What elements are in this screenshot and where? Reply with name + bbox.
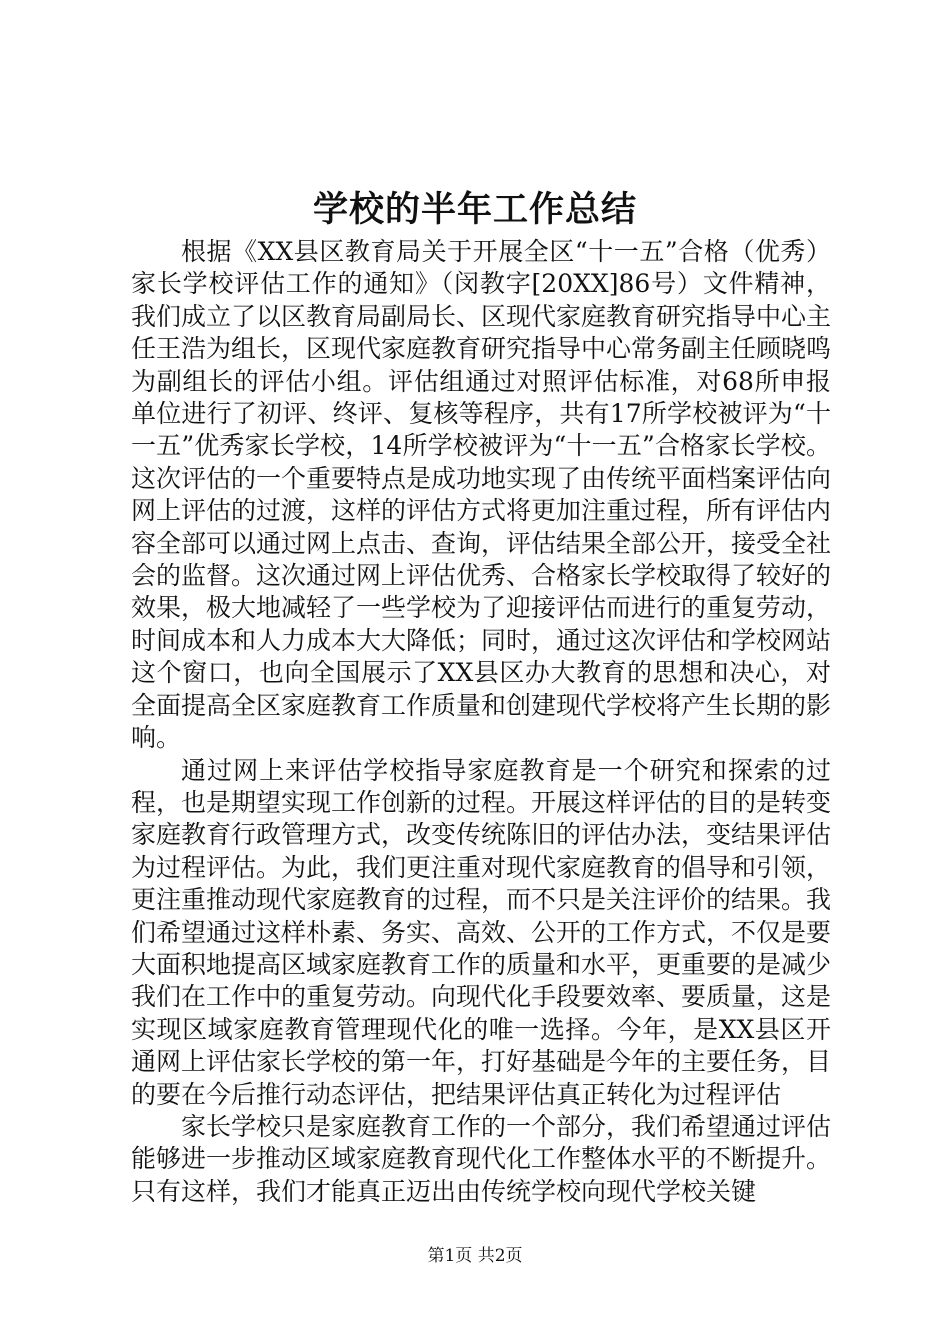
paragraph-2: 通过网上来评估学校指导家庭教育是一个研究和探索的过程，也是期望实现工作创新的过程。开展这样评估的目的是转变家庭教育行政管理方式，改变传统陈旧的评估办法，变结果评估为过程评估。为此，我们更注重对现代家庭教育的倡导和引领，更注重推动现代家庭教育的过程，而不只是关注评价的结果。我们希望通过这样朴素、务实、高效、公开的工作方式，不仅是要大面积地提高区域家庭教育工作的质量和水平，更重要的是减少我们在工作中的重复劳动。向现代化手段要效率、要质量，这是实现区域家庭教育管理现代化的唯一选择。今年，是XX县区开通网上评估家长学校的第一年，打好基础是今年的主要任务，目的要在今后推行动态评估，把结果评估真正转化为过程评估 <box>131 755 832 1109</box>
document-title: 学校的半年工作总结 <box>312 189 637 230</box>
paragraph-1: 根据《XX县区教育局关于开展全区“十一五”合格（优秀）家长学校评估工作的通知》（闵教字[20XX]86号）文件精神，我们成立了以区教育局副局长、区现代家庭教育研究指导中心主任王浩为组长，区现代家庭教育研究指导中心常务副主任顾晓鸣为副组长的评估小组。评估组通过对照评估标准，对68所申报单位进行了初评、终评、复核等程序，共有17所学校被评为“十一五”优秀家长学校，14所学校被评为“十一五”合格家长学校。这次评估的一个重要特点是成功地实现了由传统平面档案评估向网上评估的过渡，这样的评估方式将更加注重过程，所有评估内容全部可以通过网上点击、查询，评估结果全部公开，接受全社会的监督。这次通过网上评估优秀、合格家长学校取得了较好的效果，极大地减轻了一些学校为了迎接评估而进行的重复劳动，时间成本和人力成本大大降低；同时，通过这次评估和学校网站这个窗口，也向全国展示了XX县区办大教育的思想和决心，对全面提高全区家庭教育工作质量和创建现代学校将产生长期的影响。 <box>131 237 832 753</box>
page-footer: 第1页 共2页 <box>427 1246 523 1266</box>
paragraph-3: 家长学校只是家庭教育工作的一个部分，我们希望通过评估能够进一步推动区域家庭教育现代化工作整体水平的不断提升。只有这样，我们才能真正迈出由传统学校向现代学校关键 <box>131 1111 832 1206</box>
document-body <box>131 236 831 1208</box>
